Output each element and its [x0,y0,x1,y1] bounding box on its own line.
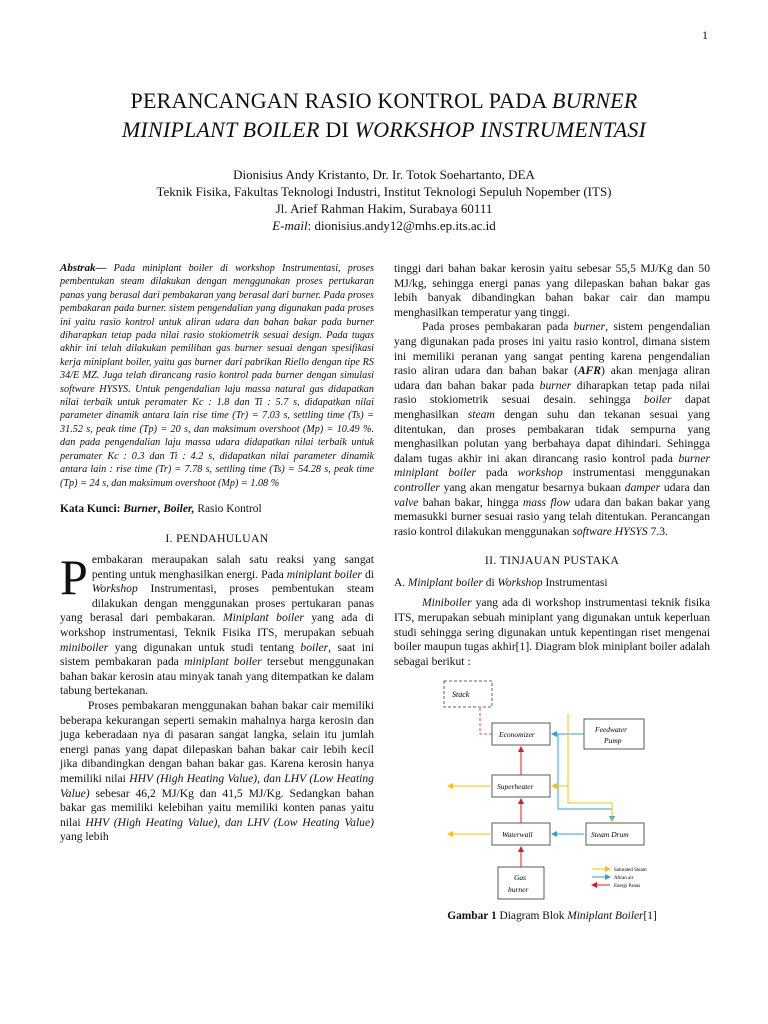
text-run: 7.3. [647,524,668,538]
text-run: boiler [643,393,672,407]
right-paragraph-1: tinggi dari bahan bakar kerosin yaitu sebesar 55,5 MJ/Kg dan 50 MJ/kg, sehingga energi panas yang dilepaskan bahan bakar gas lebih banyak dibandingkan bahan bakar cair dan mampu menghasilkan temperatur yang tinggi. [394,262,710,319]
section-heading-pendahuluan: I. PENDAHULUAN [165,530,269,545]
text-run: controller [394,480,440,494]
email-value[interactable]: : dionisius.andy12@mhs.ep.its.ac.id [307,218,496,233]
figure-caption: Gambar 1 Diagram Blok Miniplant Boiler[1] [447,910,657,923]
text-run: burner [573,320,606,334]
text-run: udara dan bakan bakar yang memasukki burner sesuai rasio yang telah ditentukan. Perancangan rasio kontrol dilakukan menggunakan [394,495,710,538]
title-part: PERANCANGAN RASIO KONTROL PADA [130,88,552,113]
paper-title [50,86,718,144]
right-column [394,262,710,924]
intro-paragraph-1 [60,549,375,699]
email-label: E-mail [272,218,308,233]
title-part: DI [319,117,355,142]
economizer-label: Economizer [499,730,535,740]
text-run: bahan bakar, hingga [418,495,523,509]
text-run: , saat ini sistem pembakaran pada [60,640,374,669]
text-run: yang lebih [60,830,109,844]
text-run: Pada proses pembakaran pada [422,320,574,334]
text-run: HHV (High Heating Value), dan LHV (Low Heating Value) [85,815,374,829]
author-block [50,166,718,234]
gasburner-label-1: Gas [514,873,527,883]
text-run: workshop [517,466,563,480]
text-run: dengan suhu dan tekanan sesuai yang ditentukan, dan proses pembakaran tidak sempurna yang menghasilkan polutan yang berbahaya dapat dihindari. Sehingga dalam tugas akhir ini akan dirancang rasio kontrol pada [394,407,711,465]
stack-label: Stack [452,690,470,700]
gasburner-box [498,867,544,899]
abstract-text: Pada miniplant boiler di workshop Instrumentasi, proses pembentukan steam dilakukan dengan menggunakan proses pertukaran panas yang berasal dari pembakaran yang berasal dari burner. Pada proses pembakaran pada burner. sistem pengendalian yang digunakan pada proses ini yaitu rasio kontrol untuk aliran udara dan bahan bakar pada burner diharapkan tetap pada nilai rasio stokiometrik sesuai design. Pada tugas akhir ini telah dilakukan pemilihan gas burner sesuai dengan spesifikasi kerja miniplant boiler, yaitu gas burner dari pabrikan Riello dengan tipe RS 34/E MZ. Juga telah dirancang rasio kontrol pada burner dengan simulasi software HYSYS. Untuk pengendalian laju massa natural gas didapatkan nilai terbaik untuk peramater Kc : 1.8 dan Ti : 5.7 s, didapatkan nilai parameter dinamik antara lain rise time (Tr) = 7.03 s, settling time (Ts) = 31.52 s, peak time (Tp) = 20 s, dan maksimum overshoot (Mp) = 10.49 %. dan pada pengendalian laju massa udara didapatkan nilai terbaik untuk peramater Kc : 0.3 dan Ti : 4.2 s, didapatkan nilai parameter dinamik antara lain : rise time (Tr) = 7.78 s, settling time (Ts) = 54.28 s, peak time (Tp) = 24 s, dan maksimum overshoot (Mp) = 1.08 % [60,263,374,489]
section-heading-tinjauan: II. TINJAUAN PUSTAKA [484,553,620,568]
text-run: yang ada di workshop instrumentasi, Teknik Fisika ITS, merupakan sebuah [60,611,374,640]
author-email [50,217,718,234]
keyword: Boiler, [163,502,195,515]
text-run: embakaran meraupakan salah satu reaksi yang sangat penting untuk menghasilkan energi. Pada [91,553,374,581]
author-affiliation: Teknik Fisika, Fakultas Teknologi Industri, Institut Teknologi Sepuluh Nopember (ITS) [156,184,612,199]
subsection-heading: A. Miniplant boiler di Workshop Instrumentasi [394,576,608,589]
drop-cap: P [60,549,88,606]
gasburner-label-2: burner [508,885,529,895]
page-number: 1 [702,28,708,42]
intro-paragraph-2 [60,699,374,845]
text-run: burner miniplant boiler [394,451,710,480]
legend-heat-label: Energi Panas [614,884,641,890]
text-run: AFR [577,364,602,378]
text-run: dapat menghasilkan [394,393,710,421]
waterwall-label: Waterwall [502,830,533,840]
text-run: di [361,567,375,581]
text-run: tersebut menggunakan bahan bakar kerosin atau minyak tanah yang ditempatkan ke dalam tabung bertekanan. [60,655,374,698]
title-part: WORKSHOP INSTRUMENTASI [354,117,647,142]
title-part: BURNER [551,88,638,113]
text-run: yang akan mengatur besarnya bukaan [439,480,625,494]
text-run: burner [539,378,572,392]
text-run: steam [467,407,495,421]
text-run: HHV (High Heating Value), dan LHV (Low Heating Value) [60,772,374,800]
text-run: yang ada di workshop instrumentasi teknik fisika ITS, merupakan sebuah miniplant yang digunakan untuk keperluan studi sehingga sering digunakan untuk kepentingan riset mengenai boiler maupun tugas akhir[1]. Diagram blok miniplant boiler adalah sebagai berikut : [394,596,710,668]
title-part: MINIPLANT BOILER [121,117,320,142]
keywords [60,502,374,517]
text-run: mass flow [522,495,571,509]
text-run: valve [394,495,419,509]
keyword: Burner [123,502,158,515]
abstract-label: Abstrak— [60,262,107,274]
legend-steam-label: Saturated Steam [614,868,647,874]
text-run: pada [476,466,518,480]
keyword-sep: , [157,502,164,515]
text-run: miniplant boiler [184,655,262,669]
text-run: software HYSYS [572,524,648,538]
author-names: Dionisius Andy Kristanto, Dr. Ir. Totok Soehartanto, DEA [233,167,535,182]
author-address: Jl. Arief Rahman Hakim, Surabaya 60111 [275,201,493,216]
text-run: Miniboiler [422,596,472,610]
block-diagram [434,679,670,905]
text-run: sebesar 46,2 MJ/Kg dan 41,5 MJ/Kg. Sedangkan bahan bakar gas memiliki kelebihan yaitu memiliki konten panas yaitu nilai [60,786,374,829]
keyword: Rasio Kontrol [194,502,262,515]
text-run: damper [624,480,661,494]
text-run: ) akan menjaga aliran udara dan bahan bakar pada [394,364,710,392]
text-run: , sistem pengendalian yang digunakan pada proses ini yaitu rasio kontrol, dimana sistem ini memiliki peranan yang sangat penting karena pengendalian rasio aliran udara dan bahan bakar ( [394,320,710,378]
text-run: diharapkan tetap pada nilai rasio stokiometrik sesuai desain. sehingga [394,378,710,407]
text-run: Workshop [91,582,138,596]
abstract [60,262,374,490]
left-column [60,262,374,845]
right-paragraph-3 [394,596,710,669]
text-run: Proses pembakaran menggunakan bahan bakar cair memiliki beberapa kekurangan seperti semakin mahalnya harga kerosin dan juga keberadaan nya di pasaran sangat langka, selain itu jumlah energi panas yang dapat dilepaskan bahan bakar cair lebih kecil jika dibandingkan dengan bahan bakar gas. Karena kerosin hanya memiliki nilai [60,699,374,785]
text-run: Miniplant boiler [222,611,304,625]
heat-flue [480,707,492,734]
text-run: miniplant boiler [286,567,362,581]
text-run: Instrumentasi, proses pembentukan steam dilakukan dengan menggunakan proses pertukaran panas yang berasal dari pembakaran. [60,582,374,625]
text-run: udara dan [660,480,710,494]
text-run: yang digunakan untuk studi tentang [108,640,301,654]
text-run: instrumentasi menggunakan [562,466,710,480]
steamdrum-label: Steam Drum [591,830,629,840]
feedwater-label-2: Pump [604,736,622,746]
right-paragraph-2 [394,320,710,539]
feedwater-label-1: Feedwater [595,725,628,735]
text-run: boiler [300,640,329,654]
text-run: miniboiler [60,640,109,654]
legend-water-label: Aliran air [614,876,634,882]
superheater-label: Superheater [497,782,534,792]
keywords-label: Kata Kunci: [60,502,124,515]
